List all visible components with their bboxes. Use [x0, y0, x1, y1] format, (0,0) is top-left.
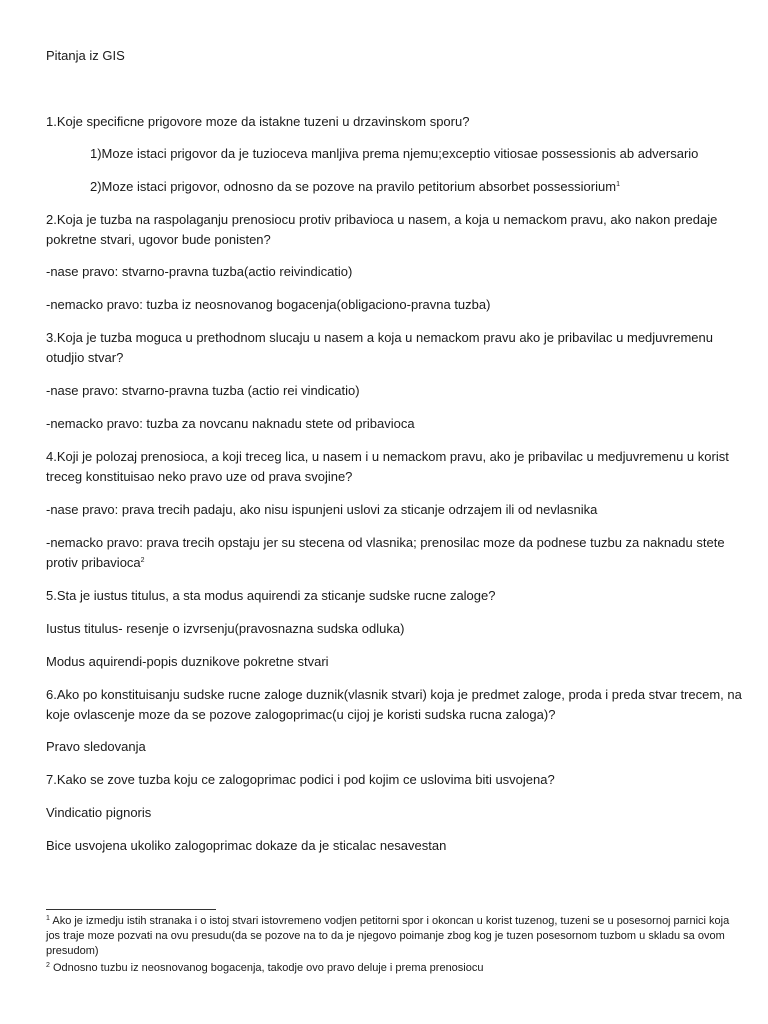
- document-title: Pitanja iz GIS: [46, 48, 125, 63]
- question-6-line-1: 6.Ako po konstituisanju sudske rucne zaloge duznik(vlasnik stvari) koja je predmet zaloge, proda i preda stvar trecem, na: [46, 687, 742, 702]
- footnote-2-number: 2: [46, 962, 50, 969]
- question-4-line-2: treceg konstituisao neko pravo uze od prava svojine?: [46, 469, 353, 484]
- q2-answer-nemacko: -nemacko pravo: tuzba iz neosnovanog bogacenja(obligaciono-pravna tuzba): [46, 297, 491, 312]
- footnote-separator: [46, 909, 216, 910]
- footnote-1: [46, 914, 736, 959]
- q1-answer-2-text: 2)Moze istaci prigovor, odnosno da se pozove na pravilo petitorium absorbet possessiorium: [90, 179, 617, 194]
- footnote-1-number: 1: [46, 915, 50, 922]
- q1-answer-1: 1)Moze istaci prigovor da je tuzioceva manljiva prema njemu;exceptio vitiosae possessionis ab adversario: [90, 146, 699, 161]
- q5-answer-2: Modus aquirendi-popis duznikove pokretne stvari: [46, 654, 329, 669]
- question-2-line-2: pokretne stvari, ugovor bude ponisten?: [46, 232, 271, 247]
- q5-answer-1: Iustus titulus- resenje o izvrsenju(pravosnazna sudska odluka): [46, 621, 405, 636]
- question-2-line-1: 2.Koja je tuzba na raspolaganju prenosiocu protiv pribavioca u nasem, a koja u nemackom pravu, ako nakon predaje: [46, 212, 718, 227]
- question-5: 5.Sta je iustus titulus, a sta modus aquirendi za sticanje sudske rucne zaloge?: [46, 588, 496, 603]
- q4-answer-nase: -nase pravo: prava trecih padaju, ako nisu ispunjeni uslovi za sticanje odrzajem ili od nevlasnika: [46, 502, 598, 517]
- footnote-1-text: Ako je izmedju istih stranaka i o istoj stvari istovremeno vodjen petitorni spor i okoncan u korist tuzenog, tuzeni se u posesornoj parnici koja jos traje moze pozvati na ovu presudu(da se pozove na to da je njegovo poimanje zbog kog je tuzen posesornom tuzbom u skladu sa ovom presudom): [46, 915, 730, 957]
- question-3-line-2: otudjio stvar?: [46, 350, 124, 365]
- q4-answer-nemacko-line-1: -nemacko pravo: prava trecih opstaju jer su stecena od vlasnika; prenosilac moze da podnese tuzbu za naknadu stete: [46, 535, 725, 550]
- q2-answer-nase: -nase pravo: stvarno-pravna tuzba(actio reivindicatio): [46, 264, 353, 279]
- q7-answer-1: Vindicatio pignoris: [46, 805, 152, 820]
- question-3-line-1: 3.Koja je tuzba moguca u prethodnom slucaju u nasem a koja u nemackom pravu ako je pribavilac u medjuvremenu: [46, 330, 713, 345]
- footnote-ref-1[interactable]: 1: [616, 181, 620, 188]
- q3-answer-nemacko: -nemacko pravo: tuzba za novcanu naknadu stete od pribavioca: [46, 416, 415, 431]
- question-1: 1.Koje specificne prigovore moze da istakne tuzeni u drzavinskom sporu?: [46, 114, 470, 129]
- q4-answer-nemacko-line-2-text: protiv pribavioca: [46, 555, 141, 570]
- question-7: 7.Kako se zove tuzba koju ce zalogoprimac podici i pod kojim ce uslovima biti usvojena?: [46, 772, 555, 787]
- q4-answer-nemacko-line-2: [46, 553, 726, 573]
- footnote-ref-2[interactable]: 2: [140, 557, 145, 564]
- q3-answer-nase: -nase pravo: stvarno-pravna tuzba (actio rei vindicatio): [46, 383, 360, 398]
- question-6-line-2: koje ovlascenje moze da se pozove zalogoprimac(u cijoj je koristi sudska rucna zaloga)?: [46, 707, 556, 722]
- footnote-2-text: Odnosno tuzbu iz neosnovanog bogacenja, takodje ovo pravo deluje i prema prenosiocu: [49, 962, 484, 974]
- question-4-line-1: 4.Koji je polozaj prenosioca, a koji treceg lica, u nasem i u nemackom pravu, ako je pribavilac u medjuvremenu u korist: [46, 449, 729, 464]
- footnote-2: [46, 961, 736, 976]
- q6-answer: Pravo sledovanja: [46, 739, 146, 754]
- q1-answer-2: [90, 177, 768, 197]
- q7-answer-2: Bice usvojena ukoliko zalogoprimac dokaze da je sticalac nesavestan: [46, 838, 447, 853]
